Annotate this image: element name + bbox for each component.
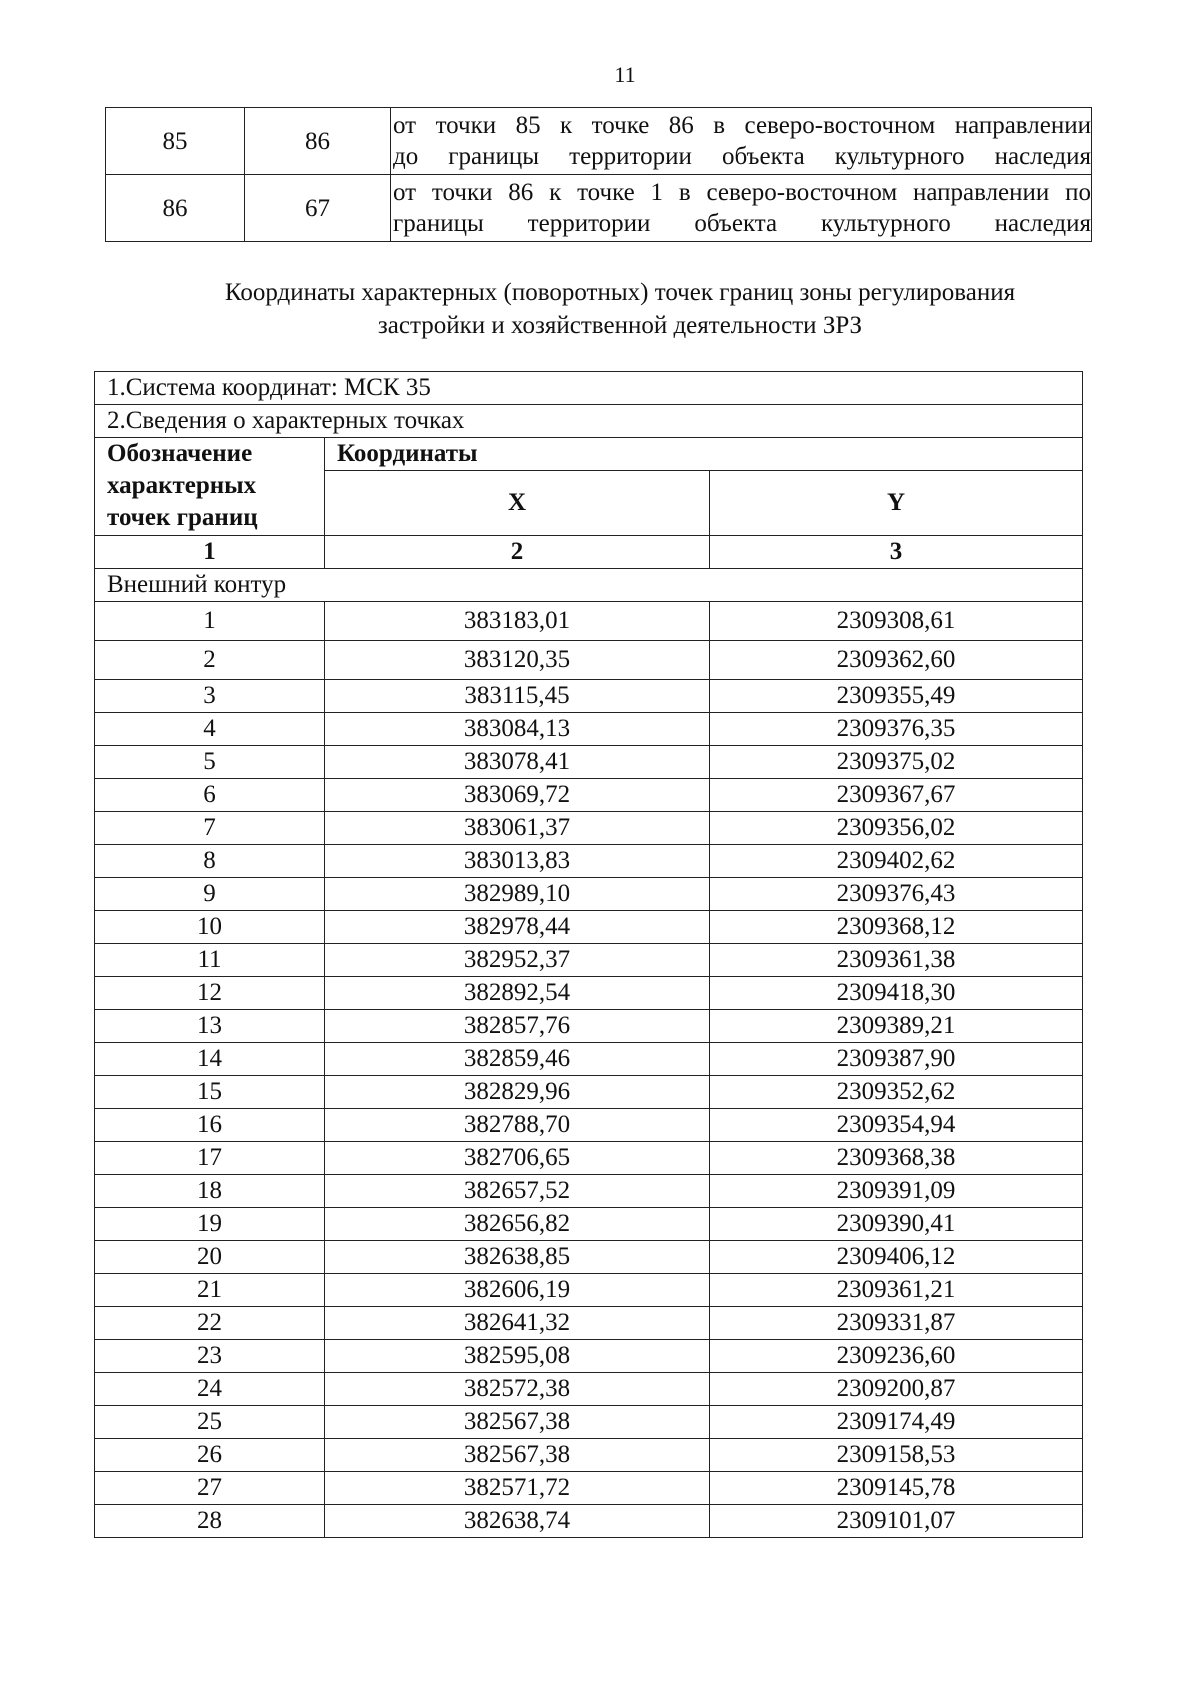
- column-index: 3: [710, 536, 1083, 569]
- y-coordinate: 2309387,90: [710, 1043, 1083, 1076]
- x-coordinate: 382706,65: [325, 1142, 710, 1175]
- point-number: 16: [95, 1109, 325, 1142]
- point-label-header: [95, 438, 325, 536]
- table-row: [95, 1043, 1083, 1076]
- page-number: 11: [614, 62, 636, 87]
- header-line: точек границ: [107, 504, 258, 531]
- point-number: 10: [95, 911, 325, 944]
- boundary-description-table: [105, 107, 1092, 242]
- y-coordinate: 2309355,49: [710, 680, 1083, 713]
- coordinates-body: [95, 602, 1083, 1538]
- y-coordinate: 2309390,41: [710, 1208, 1083, 1241]
- x-coordinate: 382656,82: [325, 1208, 710, 1241]
- points-info: 2.Сведения о характерных точках: [95, 405, 1083, 438]
- description-line: от точки 86 к точке 1 в северо-восточном направлении по: [393, 179, 1091, 206]
- table-row: [95, 1010, 1083, 1043]
- table-row: [95, 1472, 1083, 1505]
- x-coordinate: 382857,76: [325, 1010, 710, 1043]
- y-coordinate: 2309158,53: [710, 1439, 1083, 1472]
- x-coordinate: 383061,37: [325, 812, 710, 845]
- table-row: [95, 845, 1083, 878]
- x-coordinate: 383069,72: [325, 779, 710, 812]
- y-coordinate: 2309331,87: [710, 1307, 1083, 1340]
- table-row: [95, 1175, 1083, 1208]
- x-coordinate: 382638,85: [325, 1241, 710, 1274]
- y-coordinate: 2309236,60: [710, 1340, 1083, 1373]
- description-line: границы территории объекта культурного наследия: [393, 210, 1091, 237]
- y-coordinate: 2309402,62: [710, 845, 1083, 878]
- table-row: [95, 746, 1083, 779]
- x-header: X: [325, 471, 710, 536]
- table-row: [95, 1109, 1083, 1142]
- table-row: [95, 438, 1083, 471]
- point-number: 24: [95, 1373, 325, 1406]
- point-number: 14: [95, 1043, 325, 1076]
- x-coordinate: 382641,32: [325, 1307, 710, 1340]
- table-row: [95, 1373, 1083, 1406]
- x-coordinate: 383078,41: [325, 746, 710, 779]
- x-coordinate: 382571,72: [325, 1472, 710, 1505]
- section-heading: [120, 276, 1120, 342]
- point-number: 9: [95, 878, 325, 911]
- table-row: [95, 680, 1083, 713]
- y-coordinate: 2309101,07: [710, 1505, 1083, 1538]
- column-index: 2: [325, 536, 710, 569]
- x-coordinate: 383084,13: [325, 713, 710, 746]
- point-number: 2: [95, 641, 325, 680]
- x-coordinate: 382595,08: [325, 1340, 710, 1373]
- point-number: 22: [95, 1307, 325, 1340]
- description-line: от точки 85 к точке 86 в северо-восточном направлении: [393, 112, 1091, 139]
- x-coordinate: 382952,37: [325, 944, 710, 977]
- heading-line: застройки и хозяйственной деятельности ЗРЗ: [377, 312, 863, 339]
- x-coordinate: 383013,83: [325, 845, 710, 878]
- x-coordinate: 382829,96: [325, 1076, 710, 1109]
- table-row: [95, 779, 1083, 812]
- point-number: 13: [95, 1010, 325, 1043]
- table-row: [95, 602, 1083, 641]
- header-line: характерных: [107, 472, 257, 499]
- table-row: [95, 1076, 1083, 1109]
- coordinates-header: Координаты: [325, 438, 1083, 471]
- boundary-description: [391, 175, 1092, 242]
- y-coordinate: 2309391,09: [710, 1175, 1083, 1208]
- x-coordinate: 383115,45: [325, 680, 710, 713]
- heading-line: Координаты характерных (поворотных) точек границ зоны регулирования: [224, 279, 1016, 306]
- table-row: [95, 1439, 1083, 1472]
- table-row: [95, 569, 1083, 602]
- table-row: [95, 1241, 1083, 1274]
- y-coordinate: 2309406,12: [710, 1241, 1083, 1274]
- point-number: 27: [95, 1472, 325, 1505]
- y-coordinate: 2309368,38: [710, 1142, 1083, 1175]
- description-line: до границы территории объекта культурного наследия: [393, 143, 1091, 170]
- point-number: 7: [95, 812, 325, 845]
- table-row: [95, 812, 1083, 845]
- table-row: [95, 944, 1083, 977]
- boundary-description: [391, 108, 1092, 175]
- x-coordinate: 382788,70: [325, 1109, 710, 1142]
- coordinates-table: [94, 371, 1083, 1538]
- y-coordinate: 2309389,21: [710, 1010, 1083, 1043]
- y-coordinate: 2309376,43: [710, 878, 1083, 911]
- table-row: [106, 175, 1092, 242]
- point-number: 28: [95, 1505, 325, 1538]
- header-line: Обозначение: [107, 440, 253, 467]
- point-number: 17: [95, 1142, 325, 1175]
- point-number: 3: [95, 680, 325, 713]
- y-coordinate: 2309352,62: [710, 1076, 1083, 1109]
- point-number: 21: [95, 1274, 325, 1307]
- table-row: [95, 911, 1083, 944]
- table-row: [95, 1406, 1083, 1439]
- x-coordinate: 382657,52: [325, 1175, 710, 1208]
- x-coordinate: 382859,46: [325, 1043, 710, 1076]
- coordinate-system: 1.Система координат: МСК 35: [95, 372, 1083, 405]
- y-coordinate: 2309354,94: [710, 1109, 1083, 1142]
- table-row: [95, 641, 1083, 680]
- table-row: [95, 536, 1083, 569]
- contour-label: Внешний контур: [95, 569, 1083, 602]
- x-coordinate: 382567,38: [325, 1439, 710, 1472]
- point-to: 86: [245, 108, 391, 175]
- y-coordinate: 2309174,49: [710, 1406, 1083, 1439]
- table-row: [95, 372, 1083, 405]
- x-coordinate: 383183,01: [325, 602, 710, 641]
- x-coordinate: 382892,54: [325, 977, 710, 1010]
- table-row: [95, 405, 1083, 438]
- table-row: [95, 977, 1083, 1010]
- y-coordinate: 2309361,38: [710, 944, 1083, 977]
- y-coordinate: 2309145,78: [710, 1472, 1083, 1505]
- table-row: [95, 1142, 1083, 1175]
- point-number: 4: [95, 713, 325, 746]
- y-coordinate: 2309367,67: [710, 779, 1083, 812]
- y-coordinate: 2309361,21: [710, 1274, 1083, 1307]
- point-number: 25: [95, 1406, 325, 1439]
- table-row: [95, 1307, 1083, 1340]
- y-coordinate: 2309418,30: [710, 977, 1083, 1010]
- point-to: 67: [245, 175, 391, 242]
- point-number: 5: [95, 746, 325, 779]
- y-coordinate: 2309375,02: [710, 746, 1083, 779]
- point-number: 19: [95, 1208, 325, 1241]
- point-number: 20: [95, 1241, 325, 1274]
- point-number: 15: [95, 1076, 325, 1109]
- point-number: 1: [95, 602, 325, 641]
- point-number: 18: [95, 1175, 325, 1208]
- x-coordinate: 382567,38: [325, 1406, 710, 1439]
- point-number: 12: [95, 977, 325, 1010]
- point-number: 6: [95, 779, 325, 812]
- y-header: Y: [710, 471, 1083, 536]
- table-row: [95, 1208, 1083, 1241]
- x-coordinate: 382606,19: [325, 1274, 710, 1307]
- y-coordinate: 2309308,61: [710, 602, 1083, 641]
- point-number: 11: [95, 944, 325, 977]
- table-row: [106, 108, 1092, 175]
- point-number: 26: [95, 1439, 325, 1472]
- column-index: 1: [95, 536, 325, 569]
- table-row: [95, 1505, 1083, 1538]
- point-number: 8: [95, 845, 325, 878]
- y-coordinate: 2309376,35: [710, 713, 1083, 746]
- point-from: 86: [106, 175, 245, 242]
- point-from: 85: [106, 108, 245, 175]
- table-row: [95, 713, 1083, 746]
- x-coordinate: 382572,38: [325, 1373, 710, 1406]
- x-coordinate: 382978,44: [325, 911, 710, 944]
- x-coordinate: 382989,10: [325, 878, 710, 911]
- table-row: [95, 1274, 1083, 1307]
- y-coordinate: 2309356,02: [710, 812, 1083, 845]
- table-row: [95, 1340, 1083, 1373]
- x-coordinate: 382638,74: [325, 1505, 710, 1538]
- table-row: [95, 878, 1083, 911]
- y-coordinate: 2309200,87: [710, 1373, 1083, 1406]
- y-coordinate: 2309362,60: [710, 641, 1083, 680]
- y-coordinate: 2309368,12: [710, 911, 1083, 944]
- point-number: 23: [95, 1340, 325, 1373]
- x-coordinate: 383120,35: [325, 641, 710, 680]
